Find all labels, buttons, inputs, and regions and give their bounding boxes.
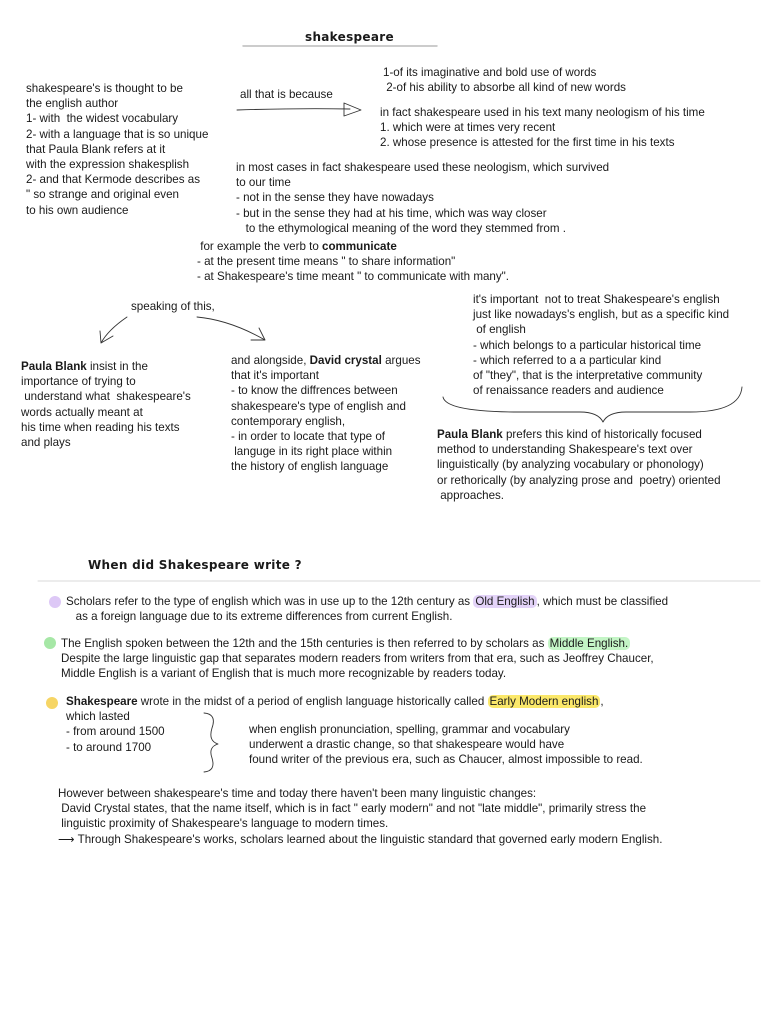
because-label: all that is because bbox=[240, 88, 333, 101]
yellow-dot-icon bbox=[46, 697, 58, 709]
survived-line: - but in the sense they had at his time, which was way closer bbox=[236, 206, 547, 220]
blank-left-line: importance of trying to bbox=[21, 375, 136, 389]
page-title: shakespeare bbox=[305, 30, 394, 44]
intro-line: shakespeare's is thought to be bbox=[26, 82, 183, 95]
early-modern-line: - to around 1700 bbox=[66, 740, 152, 754]
crystal-line: that it's important bbox=[231, 369, 319, 383]
example-text bbox=[197, 239, 509, 285]
crystal-first-rest: argues bbox=[381, 354, 421, 367]
middle-english-highlight: Middle English. bbox=[549, 637, 629, 650]
intro-line: to his own audience bbox=[26, 203, 129, 217]
section-title: When did Shakespeare write ? bbox=[88, 558, 302, 572]
crystal-line: shakespeare's type of english and bbox=[231, 399, 406, 413]
blank-left-first-rest: insist in the bbox=[86, 360, 148, 373]
purple-dot-icon bbox=[49, 596, 61, 608]
intro-line: the english author bbox=[26, 97, 119, 111]
intro-line: with the expression shakesplish bbox=[26, 158, 190, 172]
change-line: found writer of the previous era, such as Chaucer, almost impossible to read. bbox=[249, 753, 643, 767]
however-line: David Crystal states, that the name itself, which is in fact " early modern" and not "late middle", primarily stress the bbox=[58, 802, 647, 816]
early-modern-line: which lasted bbox=[66, 710, 130, 724]
middle-english-line-2: Despite the large linguistic gap that separates modern readers from writers from that era, such as Jeoffrey Chaucer, bbox=[61, 652, 654, 666]
example-prefix: for example the verb to bbox=[200, 240, 323, 253]
change-text bbox=[249, 722, 643, 768]
old-english-line-2: as a foreign language due to its extreme differences from current English. bbox=[66, 610, 453, 624]
crystal-first-line bbox=[231, 353, 421, 368]
survived-line: to the ethymological meaning of the word they stemmed from . bbox=[236, 221, 566, 235]
example-intro-line bbox=[197, 239, 509, 254]
important-line: just like nowadays's english, but as a specific kind bbox=[473, 308, 730, 322]
middle-before: The English spoken between the 12th and the 15th centuries is then referred to by scholars as bbox=[61, 637, 548, 650]
change-line: underwent a drastic change, so that shakespeare would have bbox=[249, 738, 565, 752]
survived-line: to our time bbox=[236, 176, 291, 190]
blank-left-line: understand what shakespeare's bbox=[21, 390, 191, 404]
important-text bbox=[473, 292, 729, 398]
neologism-line: 2. whose presence is attested for the first time in his texts bbox=[380, 136, 675, 150]
crystal-line: - in order to locate that type of bbox=[231, 430, 386, 444]
early-after: , bbox=[600, 695, 604, 708]
early-before: wrote in the midst of a period of english language historically called bbox=[137, 695, 488, 708]
conclusion-line bbox=[58, 832, 662, 847]
example-line: - at Shakespeare's time meant " to communicate with many". bbox=[197, 270, 510, 284]
old-before: Scholars refer to the type of english which was in use up to the 12th century as bbox=[66, 595, 474, 608]
author-name: Paula Blank bbox=[21, 360, 87, 373]
intro-line: 2- and that Kermode describes as bbox=[26, 173, 201, 187]
intro-line: 2- with a language that is so unique bbox=[26, 127, 209, 141]
early-modern-highlight: Early Modern english bbox=[489, 695, 599, 708]
however-text bbox=[58, 786, 662, 847]
reason-line: 2-of his ability to absorbe all kind of new words bbox=[383, 81, 626, 95]
survived-text bbox=[236, 160, 609, 236]
old-english-line bbox=[66, 594, 668, 609]
because-arrow bbox=[237, 103, 361, 116]
author-name: Shakespeare bbox=[66, 695, 138, 708]
middle-english-block bbox=[61, 636, 654, 682]
crystal-prefix: and alongside, bbox=[231, 354, 310, 367]
intro-line: 1- with the widest vocabulary bbox=[26, 112, 179, 126]
conclusion-text: Through Shakespeare's works, scholars learned about the linguistic standard that governed early modern English. bbox=[74, 832, 663, 846]
old-english-block bbox=[66, 594, 668, 624]
blank-left-text bbox=[21, 359, 191, 450]
middle-english-line bbox=[61, 636, 654, 651]
blank-left-line: words actually meant at bbox=[21, 405, 143, 419]
blank-right-line: approaches. bbox=[437, 488, 505, 502]
neologism-line: 1. which were at times very recent bbox=[380, 121, 556, 135]
speaking-right-arrow bbox=[197, 317, 265, 340]
however-line: linguistic proximity of Shakespeare's language to modern times. bbox=[58, 817, 389, 831]
blank-right-line: method to understanding Shakespeare's text over bbox=[437, 443, 693, 457]
example-verb: communicate bbox=[322, 240, 397, 253]
important-line: - which referred to a a particular kind bbox=[473, 353, 662, 367]
important-line: it's important not to treat Shakespeare's english bbox=[473, 293, 720, 306]
crystal-line: contemporary english, bbox=[231, 414, 346, 428]
crystal-line: the history of english language bbox=[231, 460, 389, 474]
blank-right-first-rest: prefers this kind of historically focused bbox=[502, 428, 702, 441]
author-name: David crystal bbox=[309, 354, 382, 367]
crystal-line: - to know the diffrences between bbox=[231, 384, 398, 398]
early-modern-line: - from around 1500 bbox=[66, 725, 165, 739]
blank-right-line: or rethorically (by analyzing prose and poetry) oriented bbox=[437, 473, 721, 487]
blank-right-line: linguistically (by analyzing vocabulary or phonology) bbox=[437, 458, 704, 472]
intro-text bbox=[26, 81, 208, 218]
arrow-right-icon: ⟶ bbox=[58, 832, 75, 846]
intro-line: that Paula Blank refers at it bbox=[26, 142, 166, 156]
green-dot-icon bbox=[44, 637, 56, 649]
middle-english-line-3: Middle English is a variant of English that is much more recognizable by readers today. bbox=[61, 667, 507, 681]
example-line: - at the present time means " to share information" bbox=[197, 255, 456, 269]
neologism-line: in fact shakespeare used in his text many neologism of his time bbox=[380, 106, 705, 119]
speaking-label: speaking of this, bbox=[131, 300, 215, 313]
important-line: of english bbox=[473, 323, 526, 337]
author-name: Paula Blank bbox=[437, 428, 503, 441]
important-line: of "they", that is the interpretative community bbox=[473, 369, 703, 383]
important-line: - which belongs to a particular historical time bbox=[473, 338, 702, 352]
intro-line: " so strange and original even bbox=[26, 188, 180, 202]
old-after: , which must be classified bbox=[536, 595, 669, 608]
crystal-text bbox=[231, 353, 421, 475]
neologism-text bbox=[380, 105, 705, 151]
however-line: However between shakespeare's time and today there haven't been many linguistic changes: bbox=[58, 787, 537, 800]
old-english-highlight: Old English bbox=[475, 595, 535, 608]
change-line: when english pronunciation, spelling, grammar and vocabulary bbox=[249, 723, 570, 736]
survived-line: - not in the sense they have nowadays bbox=[236, 191, 434, 205]
blank-left-line: and plays bbox=[21, 436, 71, 450]
blank-right-first-line bbox=[437, 427, 721, 442]
blank-left-line: his time when reading his texts bbox=[21, 420, 180, 434]
important-line: of renaissance readers and audience bbox=[473, 384, 664, 398]
speaking-left-arrow bbox=[100, 317, 127, 343]
blank-left-first-line bbox=[21, 359, 191, 374]
survived-line: in most cases in fact shakespeare used these neologism, which survived bbox=[236, 161, 610, 174]
early-modern-line bbox=[66, 694, 604, 709]
reason-line: 1-of its imaginative and bold use of words bbox=[383, 66, 597, 79]
crystal-line: languge in its right place within bbox=[231, 445, 393, 459]
blank-right-text bbox=[437, 427, 721, 503]
reasons bbox=[383, 65, 626, 95]
